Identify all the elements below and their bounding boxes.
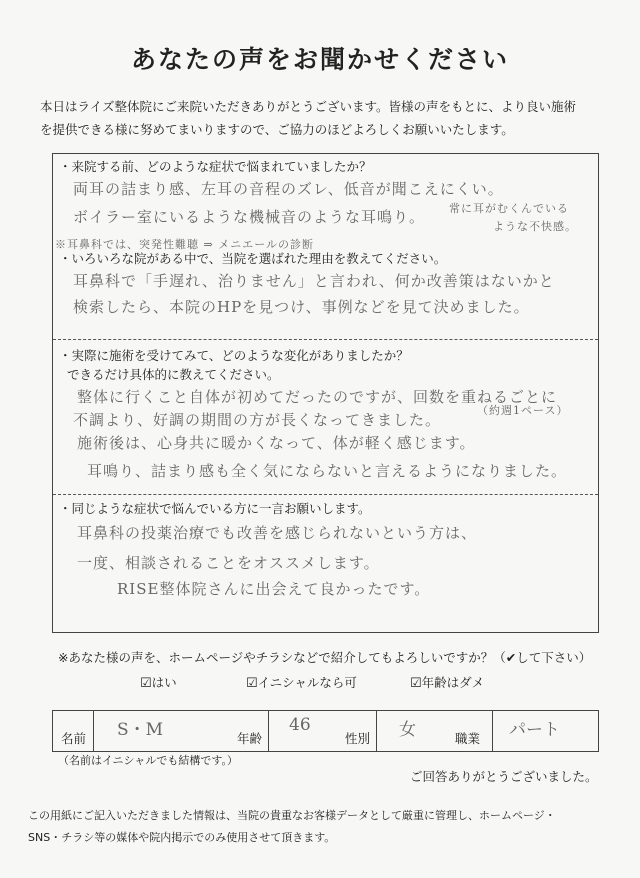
q1-answer-2: ボイラー室にいるような機械音のような耳鳴り。 <box>73 208 426 226</box>
q2-answer-1: 耳鼻科で「手遅れ、治りません」と言われ、何か改善策はないかと <box>73 272 555 290</box>
intro-line-2: を提供できる様に努めてまいりますので、ご協力のほどよろしくお願いいたします。 <box>40 122 514 137</box>
profile-table <box>52 710 599 752</box>
divider-2 <box>53 494 598 495</box>
q3-label-1: ・実際に施術を受けてみて、どのような変化がありましたか？ <box>59 348 409 363</box>
permission-option-yes[interactable] <box>140 673 177 691</box>
checkbox-checked-icon[interactable]: ☑ <box>140 676 152 691</box>
q1-answer-3: 常に耳がむくんでいる <box>449 202 569 215</box>
permission-option-initials[interactable] <box>246 673 357 691</box>
q3-answer-4: 施術後は、心身共に暖かくなって、体が軽く感じます。 <box>77 434 476 452</box>
cell-divider <box>492 711 493 751</box>
q3-answer-2: 不調より、好調の期間の方が長くなってきました。 <box>73 411 442 429</box>
intro-text <box>40 95 610 141</box>
gender-value[interactable]: 女 <box>399 720 416 740</box>
cell-divider <box>376 711 377 751</box>
q1-label: ・来院する前、どのような症状で悩まれていましたか？ <box>59 159 372 174</box>
q3-answer-5: 耳鳴り、詰まり感も全く気にならないと言えるようになりました。 <box>87 462 568 480</box>
job-value[interactable]: パート <box>509 720 560 740</box>
gender-label: 性別 <box>345 731 371 746</box>
q4-label: ・同じような症状で悩んでいる方に一言お願いします。 <box>59 501 371 516</box>
q2-label: ・いろいろな院がある中で、当院を選ばれた理由を教えてください。 <box>59 251 447 266</box>
q4-answer-3: RISE整体院さんに出会えて良かったです。 <box>117 580 431 598</box>
age-label: 年齢 <box>237 731 263 746</box>
name-label: 名前 <box>61 731 87 746</box>
checkbox-checked-icon[interactable]: ☑ <box>410 676 422 691</box>
q3-label-2: できるだけ具体的に教えてください。 <box>67 367 280 382</box>
name-value[interactable]: S・M <box>117 720 164 740</box>
q2-answer-2: 検索したら、本院のHPを見つけ、事例などを見て決めました。 <box>73 298 530 316</box>
option-label: はい <box>151 675 177 690</box>
q3-answer-3: （約週1ペース） <box>477 404 569 417</box>
age-value[interactable]: 46 <box>289 715 311 735</box>
checkbox-checked-icon[interactable]: ☑ <box>246 676 258 691</box>
q1-answer-5: ※耳鼻科では、突発性難聴 ⇒ メニエールの診断 <box>55 238 314 251</box>
name-note: （名前はイニシャルでも結構です。） <box>58 754 238 767</box>
q4-answer-2: 一度、相談されることをオススメします。 <box>77 554 380 572</box>
option-label: 年齢はダメ <box>421 675 485 690</box>
footer-line-2: SNS・チラシ等の媒体や院内掲示でのみ使用させて頂きます。 <box>28 831 336 844</box>
q1-answer-1: 両耳の詰まり感、左耳の音程のズレ、低音が聞こえにくい。 <box>73 180 504 198</box>
footer-note <box>28 805 618 849</box>
questionnaire-box <box>52 153 599 633</box>
footer-line-1: この用紙にご記入いただきました情報は、当院の貴重なお客様データとして厳重に管理し、ホームページ・ <box>28 809 556 822</box>
permission-question: ※あなた様の声を、ホームページやチラシなどで紹介してもよろしいですか？（✔して下さい） <box>58 650 592 665</box>
divider-1 <box>53 339 598 340</box>
q1-answer-4: ような不快感。 <box>493 220 577 233</box>
q4-answer-1: 耳鼻科の投薬治療でも改善を感じられないという方は、 <box>77 524 478 542</box>
cell-divider <box>93 711 94 751</box>
permission-option-no-age[interactable] <box>410 673 484 691</box>
cell-divider <box>268 711 269 751</box>
thanks-text: ご回答ありがとうございました。 <box>410 769 598 784</box>
q3-answer-1: 整体に行くこと自体が初めてだったのですが、回数を重ねるごとに <box>77 388 558 406</box>
page-title: あなたの声をお聞かせください <box>130 45 509 74</box>
job-label: 職業 <box>455 731 481 746</box>
intro-line-1: 本日はライズ整体院にご来院いただきありがとうございます。皆様の声をもとに、より良い施術 <box>40 99 577 114</box>
option-label: イニシャルなら可 <box>257 675 357 690</box>
